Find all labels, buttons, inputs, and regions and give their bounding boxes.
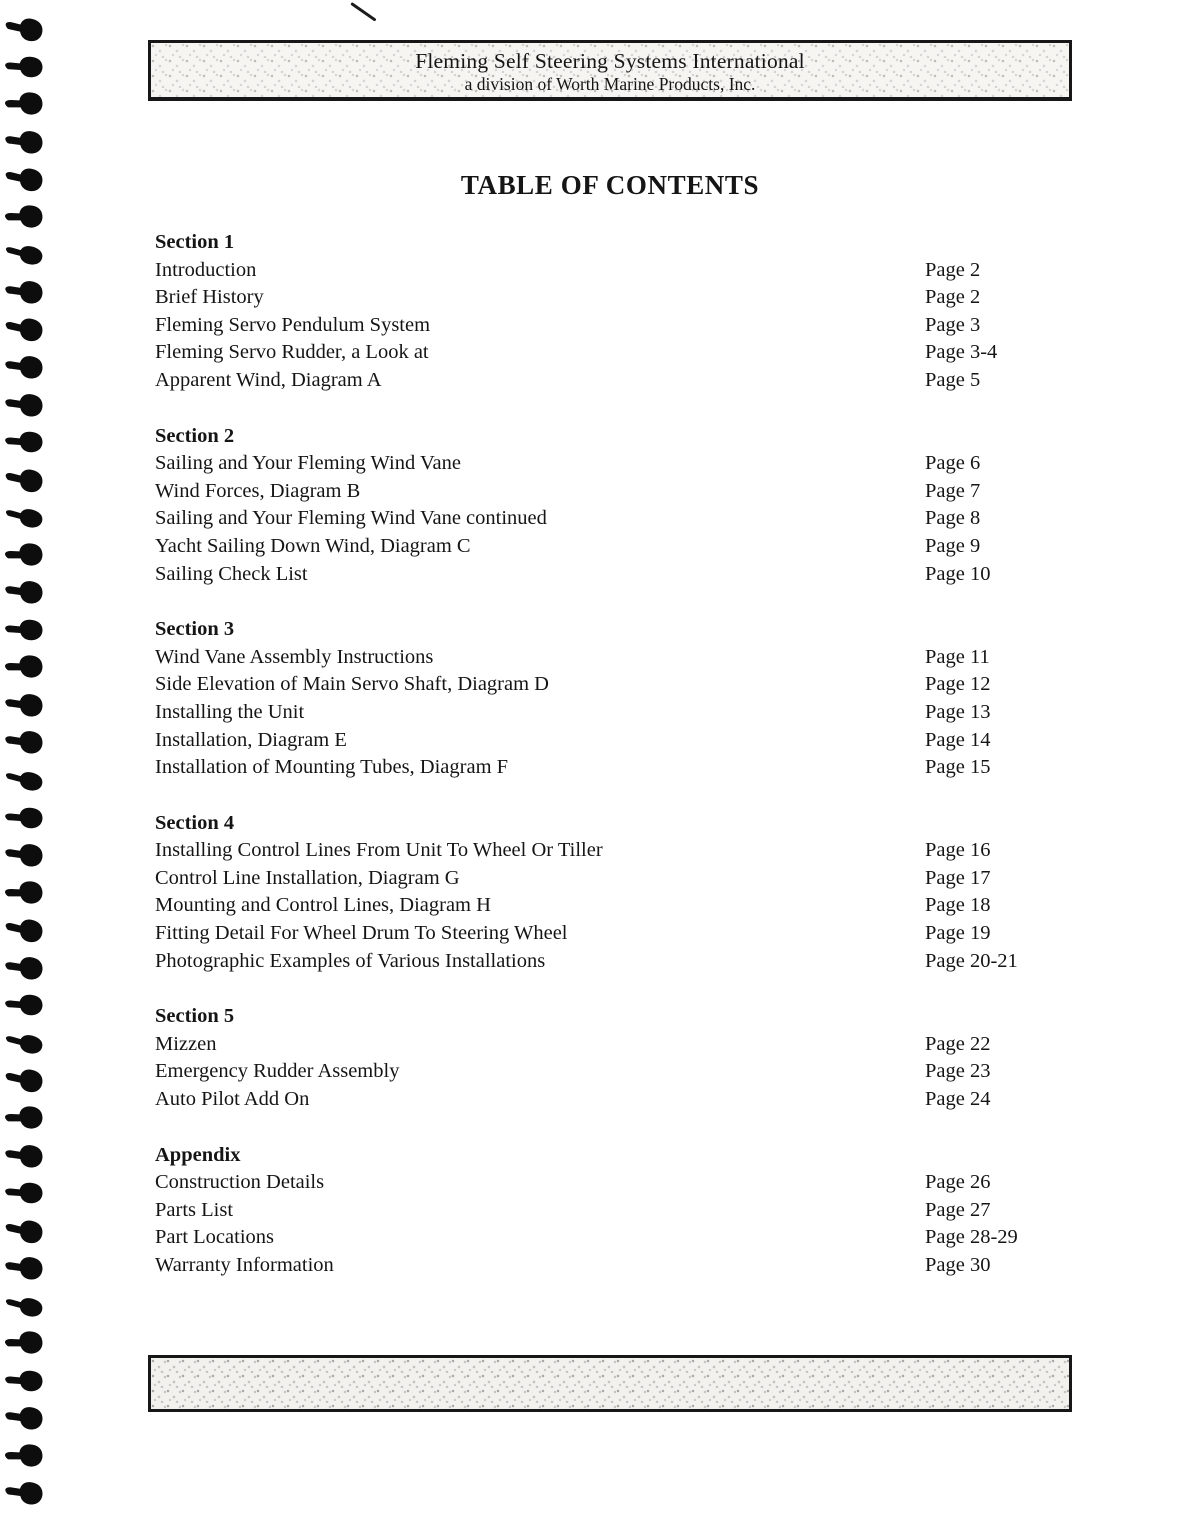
toc-item-page: Page 19: [925, 922, 991, 945]
binding-hole-icon: [2, 915, 46, 946]
toc-item-page: Page 3-4: [925, 341, 998, 364]
binding-hole-icon: [2, 14, 46, 45]
toc-item-page: Page 10: [925, 562, 991, 585]
toc-section: [155, 229, 1055, 395]
binding-hole-icon: [3, 692, 45, 719]
toc-item-page: Page 15: [925, 756, 991, 779]
toc-item-label: Construction Details: [155, 1171, 325, 1194]
toc-row: [155, 1197, 1055, 1225]
toc-row: [155, 1031, 1055, 1059]
toc-row: [155, 948, 1055, 976]
binding-hole-icon: [3, 579, 45, 606]
binding-hole-icon: [2, 504, 47, 532]
toc-row: [155, 284, 1055, 312]
binding-hole-icon: [2, 89, 47, 121]
toc-row: [155, 312, 1055, 340]
binding-hole-icon: [2, 1029, 47, 1057]
toc-section: [155, 616, 1055, 782]
toc-item-page: Page 23: [925, 1060, 991, 1083]
toc-item-page: Page 5: [925, 368, 981, 391]
toc-row: [155, 644, 1055, 672]
toc-item-label: Installing the Unit: [155, 700, 305, 723]
company-division: a division of Worth Marine Products, Inc.: [464, 74, 756, 94]
toc-item-label: Emergency Rudder Assembly: [155, 1060, 400, 1083]
binding-hole-icon: [2, 805, 45, 832]
company-header-box: [148, 40, 1072, 101]
binding-hole-icon: [2, 241, 47, 269]
toc-item-page: Page 2: [925, 286, 981, 309]
toc-row: [155, 367, 1055, 395]
toc-section: [155, 423, 1055, 589]
section-heading: Section 3: [155, 618, 235, 641]
toc-item-label: Installing Control Lines From Unit To Wheel Or Tiller: [155, 839, 603, 862]
toc-item-label: Wind Vane Assembly Instructions: [155, 645, 434, 668]
binding-hole-icon: [2, 315, 46, 346]
toc-section: [155, 1003, 1055, 1113]
toc-item-page: Page 14: [925, 728, 991, 751]
binding-hole-icon: [2, 1216, 46, 1247]
toc-item-label: Warranty Information: [155, 1254, 334, 1276]
binding-hole-icon: [3, 955, 45, 982]
binding-hole-icon: [3, 842, 45, 869]
toc-row: [155, 1086, 1055, 1114]
binding-hole-icon: [2, 164, 46, 195]
binding-hole-icon: [2, 617, 45, 644]
section-heading: Section 5: [155, 1005, 235, 1028]
section-heading: Section 2: [155, 424, 235, 447]
binding-hole-icon: [3, 1405, 45, 1432]
binding-hole-icon: [3, 129, 45, 156]
toc-item-page: Page 12: [925, 673, 991, 696]
toc-section: [155, 810, 1055, 976]
spiral-binding: [0, 0, 60, 1538]
binding-hole-icon: [2, 201, 47, 233]
toc-item-label: Auto Pilot Add On: [155, 1088, 310, 1111]
toc-item-label: Introduction: [155, 258, 257, 281]
binding-hole-icon: [2, 539, 47, 571]
toc-item-page: Page 3: [925, 313, 981, 336]
binding-hole-icon: [3, 279, 45, 306]
toc-item-label: Part Locations: [155, 1226, 274, 1249]
page-title: TABLE OF CONTENTS: [460, 170, 760, 200]
binding-hole-icon: [2, 992, 45, 1019]
binding-hole-icon: [2, 429, 45, 456]
section-heading: Section 1: [155, 231, 235, 253]
toc-sections: [155, 229, 1055, 1280]
binding-hole-icon: [2, 1368, 45, 1395]
toc-item-page: Page 6: [925, 452, 981, 475]
binding-hole-icon: [2, 767, 47, 795]
toc-item-label: Wind Forces, Diagram B: [155, 479, 361, 502]
toc-item-label: Parts List: [155, 1198, 234, 1221]
toc-item-label: Installation, Diagram E: [155, 728, 347, 751]
toc-item-page: Page 8: [925, 507, 981, 530]
toc-row: [155, 865, 1055, 893]
toc-row: [155, 339, 1055, 367]
toc-section: [155, 1142, 1055, 1280]
toc-item-page: Page 17: [925, 866, 991, 889]
section-heading: Section 4: [155, 811, 235, 834]
toc-row: [155, 505, 1055, 533]
toc-row: [155, 699, 1055, 727]
toc-item-page: Page 30: [925, 1254, 991, 1276]
binding-hole-icon: [3, 1143, 45, 1170]
toc-row: [155, 1252, 1055, 1280]
toc-item-page: Page 11: [925, 645, 990, 668]
toc-item-page: Page 18: [925, 894, 991, 917]
toc-item-label: Yacht Sailing Down Wind, Diagram C: [155, 534, 471, 557]
binding-hole-icon: [2, 1066, 46, 1097]
toc-item-label: Fleming Servo Rudder, a Look at: [155, 341, 429, 364]
toc-row: [155, 1169, 1055, 1197]
binding-hole-icon: [2, 1292, 47, 1320]
toc-item-page: Page 9: [925, 534, 981, 557]
company-name: Fleming Self Steering Systems International: [415, 49, 805, 73]
binding-hole-icon: [2, 54, 45, 81]
binding-hole-icon: [3, 392, 45, 419]
toc-item-label: Control Line Installation, Diagram G: [155, 866, 460, 889]
toc-item-page: Page 28-29: [925, 1226, 1018, 1249]
binding-hole-icon: [2, 1102, 47, 1134]
toc-row: [155, 727, 1055, 755]
toc-item-label: Sailing Check List: [155, 562, 308, 585]
toc-item-label: Brief History: [155, 286, 264, 309]
toc-item-label: Mounting and Control Lines, Diagram H: [155, 894, 491, 917]
binding-hole-icon: [2, 465, 46, 496]
toc-item-label: Sailing and Your Fleming Wind Vane continued: [155, 507, 547, 530]
section-heading: Appendix: [155, 1143, 241, 1166]
binding-hole-icon: [3, 354, 45, 381]
toc-item-page: Page 24: [925, 1088, 991, 1111]
toc-item-label: Mizzen: [155, 1032, 217, 1055]
toc-row: [155, 1224, 1055, 1252]
toc-item-label: Photographic Examples of Various Installations: [155, 949, 546, 972]
binding-hole-icon: [2, 652, 47, 684]
binding-hole-icon: [2, 877, 47, 909]
toc-row: [155, 257, 1055, 285]
toc-row: [155, 450, 1055, 478]
toc-item-page: Page 7: [925, 479, 981, 502]
toc-item-page: Page 27: [925, 1198, 991, 1221]
toc-item-label: Side Elevation of Main Servo Shaft, Diagram D: [155, 673, 549, 696]
toc-item-label: Fleming Servo Pendulum System: [155, 313, 431, 336]
footer-decorative-box: [148, 1355, 1072, 1412]
toc-row: [155, 754, 1055, 782]
toc-item-label: Sailing and Your Fleming Wind Vane: [155, 452, 461, 475]
toc-item-label: Apparent Wind, Diagram A: [155, 368, 382, 391]
toc-item-label: Installation of Mounting Tubes, Diagram F: [155, 756, 509, 779]
toc-row: [155, 671, 1055, 699]
binding-hole-icon: [2, 1180, 45, 1207]
toc-item-page: Page 20-21: [925, 949, 1018, 972]
toc-row: [155, 1058, 1055, 1086]
toc-row: [155, 533, 1055, 561]
toc-item-page: Page 13: [925, 700, 991, 723]
binding-hole-icon: [2, 1328, 47, 1360]
toc-row: [155, 478, 1055, 506]
toc-item-label: Fitting Detail For Wheel Drum To Steering Wheel: [155, 922, 568, 945]
toc-row: [155, 837, 1055, 865]
binding-hole-icon: [3, 1480, 45, 1507]
binding-hole-icon: [3, 1255, 45, 1282]
toc-row: [155, 920, 1055, 948]
toc-item-page: Page 26: [925, 1171, 991, 1194]
toc-row: [155, 561, 1055, 589]
toc-row: [155, 892, 1055, 920]
toc-item-page: Page 22: [925, 1032, 991, 1055]
pen-stroke-artifact: [350, 2, 376, 22]
binding-hole-icon: [2, 1440, 47, 1472]
toc-item-page: Page 16: [925, 839, 991, 862]
binding-hole-icon: [3, 729, 45, 756]
toc-item-page: Page 2: [925, 258, 981, 281]
